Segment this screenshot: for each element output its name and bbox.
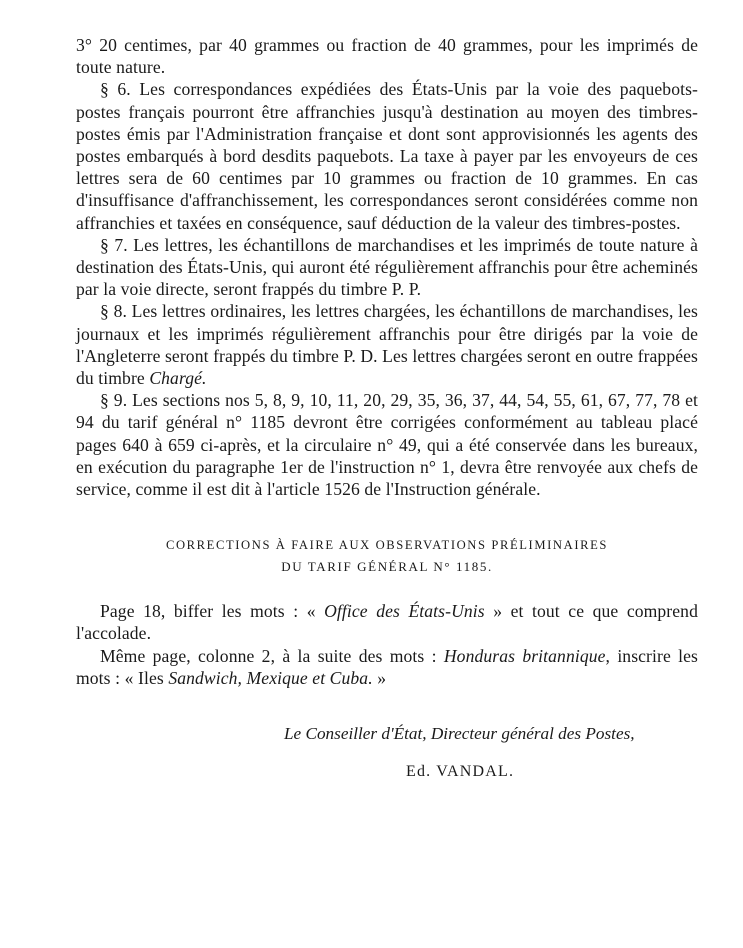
paragraph-section-8 bbox=[76, 300, 698, 389]
paragraph-section-9: § 9. Les sections nos 5, 8, 9, 10, 11, 20, 29, 35, 36, 37, 44, 54, 55, 61, 67, 77, 78 et 94 du tarif général n° 1185 devront être corrigées conformément au tableau placé pages 640 à 659 ci-après, et la circulaire n° 49, qui a été conservée dans les bureaux, en exécution du paragraphe 1er de l'instruction n° 1, devra être renvoyée aux chefs de service, comme il est dit à l'article 1526 de l'Instruction générale. bbox=[76, 390, 698, 500]
paragraph-section-6: § 6. Les correspondances expédiées des États-Unis par la voie des paquebots-postes français pourront être affranchies jusqu'à destination au moyen des timbres-postes émis par l'Administration française et dont sont approvisionnés les agents des postes embarqués à bord desdits paquebots. La taxe à payer par les envoyeurs de ces lettres sera de 60 centimes par 10 grammes ou fraction de 10 grammes. En cas d'insuffisance d'affranchissement, les correspondances seront considérées comme non affranchies et taxées en conséquence, sauf déduction de la valeur des timbres-postes. bbox=[76, 79, 698, 233]
signature-name: Ed. VANDAL. bbox=[406, 763, 515, 781]
correction-1-before: Page 18, biffer les mots : « bbox=[100, 601, 325, 622]
correction-2-mid: , inscrire les mots : « Iles bbox=[76, 645, 698, 688]
correction-2-before: Même page, colonne 2, à la suite des mots : bbox=[100, 645, 444, 666]
paragraph-tariff-item-3: 3° 20 centimes, par 40 grammes ou fraction de 40 grammes, pour les imprimés de toute nature. bbox=[76, 35, 698, 78]
correction-1-after: » et tout ce que comprend l'accolade. bbox=[76, 601, 698, 644]
document-page bbox=[76, 34, 698, 781]
correction-2-italic-honduras: Honduras britannique bbox=[443, 645, 606, 666]
section-8-italic-charge: Chargé. bbox=[149, 368, 207, 389]
section-8-text: § 8. Les lettres ordinaires, les lettres chargées, les échantillons de marchandises, les journaux et les imprimés régulièrement affranchis pour être dirigés par la voie de l'Angleterre seront frappés du timbre P. D. Les lettres chargées seront en outre frappées du timbre bbox=[76, 301, 698, 389]
correction-2-after: » bbox=[372, 667, 387, 688]
paragraph-section-7: § 7. Les lettres, les échantillons de marchandises et les imprimés de toute nature à destination des États-Unis, qui auront été régulièrement affranchis pour être acheminés par la voie directe, seront frappés du timbre P. P. bbox=[76, 234, 698, 300]
correction-2-italic-sandwich: Sandwich, Mexique et Cuba. bbox=[168, 667, 373, 688]
corrections-heading-line2: DU TARIF GÉNÉRAL N° 1185. bbox=[281, 559, 493, 575]
corrections-list bbox=[76, 600, 698, 689]
signature-title: Le Conseiller d'État, Directeur général des Postes, bbox=[284, 724, 635, 744]
corrections-heading bbox=[76, 534, 698, 578]
corrections-heading-line1: CORRECTIONS À FAIRE AUX OBSERVATIONS PRÉLIMINAIRES bbox=[165, 538, 609, 553]
correction-item-1 bbox=[76, 600, 698, 644]
correction-1-italic: Office des États-Unis bbox=[324, 601, 485, 622]
correction-item-2 bbox=[76, 645, 698, 689]
